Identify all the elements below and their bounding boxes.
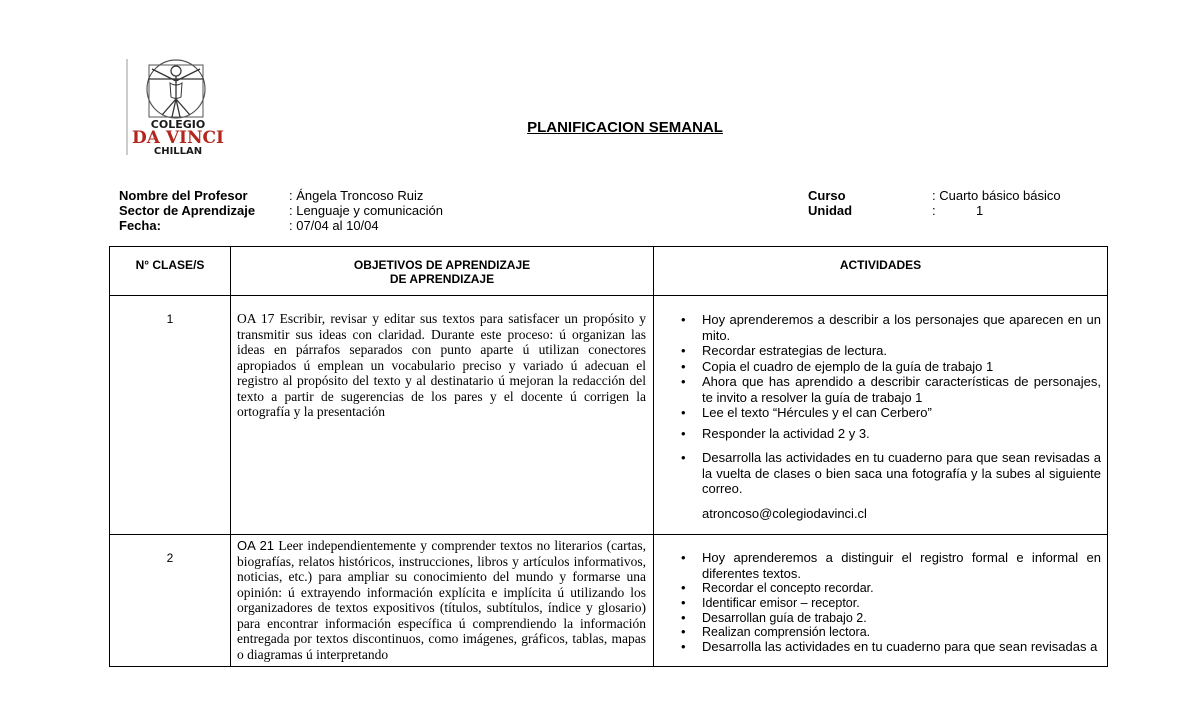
email-link[interactable]: atroncoso@colegiodavinci.cl (702, 505, 867, 521)
curso-label: Curso (808, 188, 846, 203)
header-objetivos-line2: DE APRENDIZAJE (389, 272, 495, 286)
profesor-value: : Ángela Troncoso Ruiz (289, 188, 424, 203)
logo-line2: DA VINCI (131, 128, 225, 148)
header-actividades: ACTIVIDADES (654, 247, 1108, 296)
list-item: • Desarrolla las actividades en tu cuaderno para que sean revisadas a la vuelta de clases o bien saca una fotografía y la subes al siguiente correo. (702, 450, 1101, 497)
list-item: • Realizan comprensión lectora. (702, 625, 1101, 640)
class-number: 2 (110, 535, 231, 667)
page-title: PLANIFICACION SEMANAL (527, 119, 723, 136)
list-item: • Recordar el concepto recordar. (702, 581, 1101, 596)
list-item: • Responder la actividad 2 y 3. (702, 426, 1101, 442)
objective-body: Leer independientemente y comprender textos no literarios (cartas, biografías, relatos históricos, instrucciones, libros y artículos informativos, noticias, etc.) para ampliar su conocimiento del mundo y formarse una opinión: ú extrayendo información explícita e implícita ú utilizando los organizadores de textos expositivos (títulos, subtítulos, índice y glosario) para encontrar información específica ú comprendiendo la información entregada por textos discontinuos, como imágenes, gráficos, tablas, mapas o diagramas ú interpretando (237, 538, 646, 662)
objective-text: OA 17 Escribir, revisar y editar sus textos para satisfacer un propósito y transmitir sus ideas con claridad. Durante este proceso: ú organizan las ideas en párrafos separados con punto aparte ú utilizan conectores apropiados ú emplean un vocabulario preciso y variado ú adecuan el registro al propósito del texto y al destinatario ú mejoran la redacción del texto a partir de sugerencias de los pares y el docente ú corrigen la ortografía y la presentación (231, 296, 654, 535)
fecha-value: : 07/04 al 10/04 (289, 218, 379, 233)
table-row (110, 535, 1108, 667)
list-item: • Desarrollan guía de trabajo 2. (702, 611, 1101, 626)
class-number: 1 (110, 296, 231, 535)
vitruvian-man-icon (126, 57, 230, 157)
list-item: • Hoy aprenderemos a describir a los personajes que aparecen en un mito. (702, 312, 1101, 343)
list-item: • Copia el cuadro de ejemplo de la guía de trabajo 1 (702, 359, 1101, 375)
list-item: • Hoy aprenderemos a distinguir el registro formal e informal en diferentes textos. (702, 550, 1101, 581)
objective-code: OA 21 (237, 538, 275, 553)
unidad-value: 1 (976, 203, 984, 218)
activities-cell (654, 535, 1108, 667)
planning-table (109, 246, 1108, 667)
logo-line3: CHILLAN (153, 146, 203, 157)
profesor-label: Nombre del Profesor (119, 188, 248, 203)
unidad-label: Unidad (808, 203, 853, 218)
school-logo (126, 57, 230, 157)
sector-label: Sector de Aprendizaje (119, 203, 256, 218)
list-item: • Identificar emisor – receptor. (702, 596, 1101, 611)
sector-value: : Lenguaje y comunicación (289, 203, 443, 218)
list-item: • Desarrolla las actividades en tu cuaderno para que sean revisadas a (702, 640, 1101, 655)
table-row (110, 296, 1108, 535)
list-item: • Ahora que has aprendido a describir características de personajes, te invito a resolver la guía de trabajo 1 (702, 374, 1101, 405)
header-clase: N° CLASE/S (110, 247, 231, 296)
unidad-sep: : (932, 203, 936, 218)
activities-list (654, 535, 1107, 655)
list-item: • Lee el texto “Hércules y el can Cerbero” (702, 405, 1101, 421)
header-objetivos-line1: OBJETIVOS DE APRENDIZAJE (353, 258, 531, 272)
logo-line1: COLEGIO (150, 118, 206, 131)
objective-text (231, 535, 654, 667)
activities-cell (654, 296, 1108, 535)
header-objetivos (231, 247, 654, 296)
activities-list (654, 296, 1107, 497)
list-item: • Recordar estrategias de lectura. (702, 343, 1101, 359)
header-row (110, 247, 1108, 296)
curso-value: : Cuarto básico básico (932, 188, 1061, 203)
fecha-label: Fecha: (119, 218, 161, 233)
